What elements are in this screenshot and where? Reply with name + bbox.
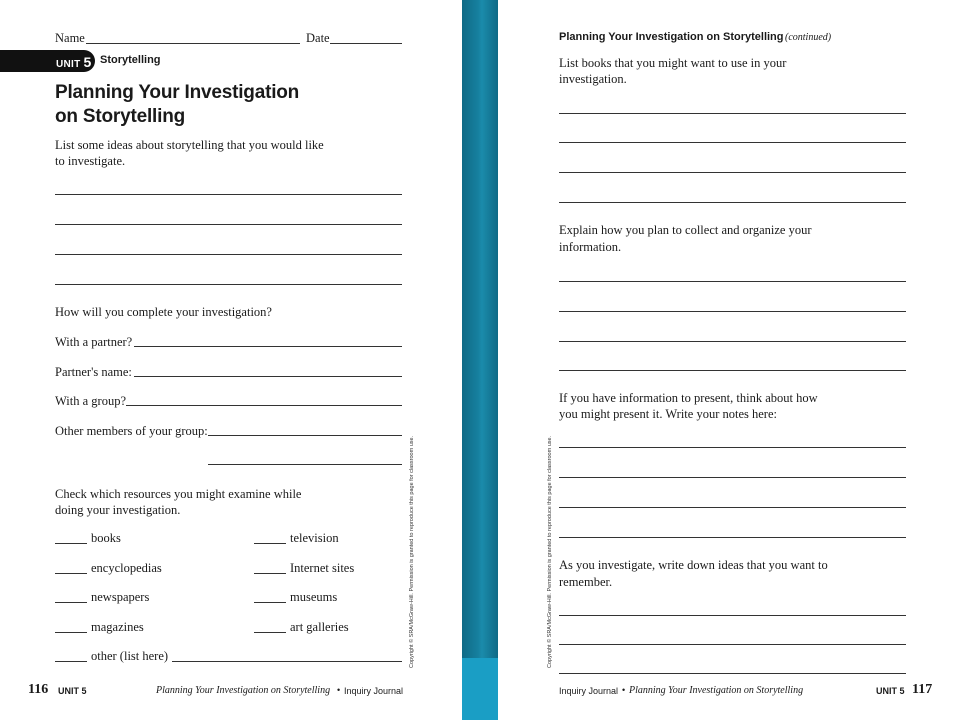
answer-line[interactable] [55,194,402,195]
gutter-band [462,658,498,720]
name-line[interactable] [86,43,300,44]
group-members-line[interactable] [208,435,402,436]
answer-line[interactable] [55,254,402,255]
prompt-books-line2: investigation. [559,72,627,86]
with-group-line[interactable] [126,405,402,406]
footer-title: Planning Your Investigation on Storytelling [629,685,804,696]
group-members-label: Other members of your group: [55,424,208,438]
resource-books: books [91,531,121,545]
left-page [0,0,462,720]
answer-line[interactable] [559,341,906,342]
date-label: Date [306,31,330,45]
prompt-collect-line1: Explain how you plan to collect and organize your [559,223,812,237]
prompt-present-line1: If you have information to present, think about how [559,391,818,405]
with-group-label: With a group? [55,394,127,408]
answer-line[interactable] [559,447,906,448]
prompt-ideas-line1: List some ideas about storytelling that you would like [55,138,324,152]
footer-unit: UNIT 5 [58,686,87,696]
answer-line[interactable] [559,281,906,282]
page-title-line1: Planning Your Investigation [55,82,300,103]
header-title: Planning Your Investigation on Storytelling [559,31,784,43]
resource-art-galleries: art galleries [290,620,349,634]
answer-line[interactable] [559,311,906,312]
prompt-books-line1: List books that you might want to use in your [559,56,787,70]
answer-line[interactable] [559,142,906,143]
answer-line[interactable] [559,615,906,616]
prompt-ideas-line2: remember. [559,575,613,589]
page-title-line2: on Storytelling [55,106,186,127]
prompt-ideas-line1: As you investigate, write down ideas that you want to [559,558,828,572]
unit-badge-label: UNIT 5 [56,54,92,70]
unit-topic: Storytelling [100,54,161,66]
answer-line[interactable] [559,172,906,173]
resource-internet-sites: Internet sites [290,561,355,575]
answer-line[interactable] [559,644,906,645]
footer-bullet: • [337,685,341,695]
partner-name-label: Partner's name: [55,365,132,379]
checkbox-museums[interactable] [254,602,286,603]
page-number: 116 [28,682,49,697]
book-gutter [462,0,498,720]
resource-television: television [290,531,339,545]
prompt-present-line2: you might present it. Write your notes here: [559,407,777,421]
resource-other: other (list here) [91,649,169,663]
group-members-line-2[interactable] [208,464,402,465]
answer-line[interactable] [559,507,906,508]
resource-newspapers: newspapers [91,590,150,604]
prompt-ideas-line2: to investigate. [55,154,126,168]
answer-line[interactable] [559,537,906,538]
with-partner-line[interactable] [134,346,402,347]
page-number: 117 [912,682,933,697]
checkbox-encyclopedias[interactable] [55,573,87,574]
resource-encyclopedias: encyclopedias [91,561,162,575]
answer-line[interactable] [559,202,906,203]
checkbox-magazines[interactable] [55,632,87,633]
footer-journal: Inquiry Journal [559,686,619,696]
footer-journal: Inquiry Journal [344,686,404,696]
with-partner-label: With a partner? [55,335,133,349]
prompt-resources-line2: doing your investigation. [55,503,181,517]
answer-line[interactable] [55,224,402,225]
checkbox-other[interactable] [55,661,87,662]
footer-title: Planning Your Investigation on Storytelling [156,685,331,696]
header-continued: (continued) [785,32,832,43]
answer-line[interactable] [55,284,402,285]
answer-line[interactable] [559,673,906,674]
question-complete: How will you complete your investigation? [55,305,272,319]
copyright-notice-vertical: Copyright © SRA/McGraw-Hill. Permission is granted to reproduce this page for classroom use. [409,435,415,668]
resource-museums: museums [290,590,338,604]
checkbox-books[interactable] [55,543,87,544]
footer-unit: UNIT 5 [876,686,905,696]
footer-bullet: • [622,685,626,695]
answer-line[interactable] [559,370,906,371]
checkbox-art-galleries[interactable] [254,632,286,633]
partner-name-line[interactable] [134,376,402,377]
prompt-collect-line2: information. [559,240,622,254]
checkbox-television[interactable] [254,543,286,544]
prompt-resources-line1: Check which resources you might examine while [55,487,302,501]
name-label: Name [55,31,85,45]
resource-magazines: magazines [91,620,144,634]
other-list-line[interactable] [172,661,402,662]
answer-line[interactable] [559,113,906,114]
checkbox-newspapers[interactable] [55,602,87,603]
answer-line[interactable] [559,477,906,478]
copyright-notice-vertical: Copyright © SRA/McGraw-Hill. Permission is granted to reproduce this page for classroom use. [547,435,553,668]
checkbox-internet-sites[interactable] [254,573,286,574]
right-page [498,0,960,720]
date-line[interactable] [330,43,402,44]
